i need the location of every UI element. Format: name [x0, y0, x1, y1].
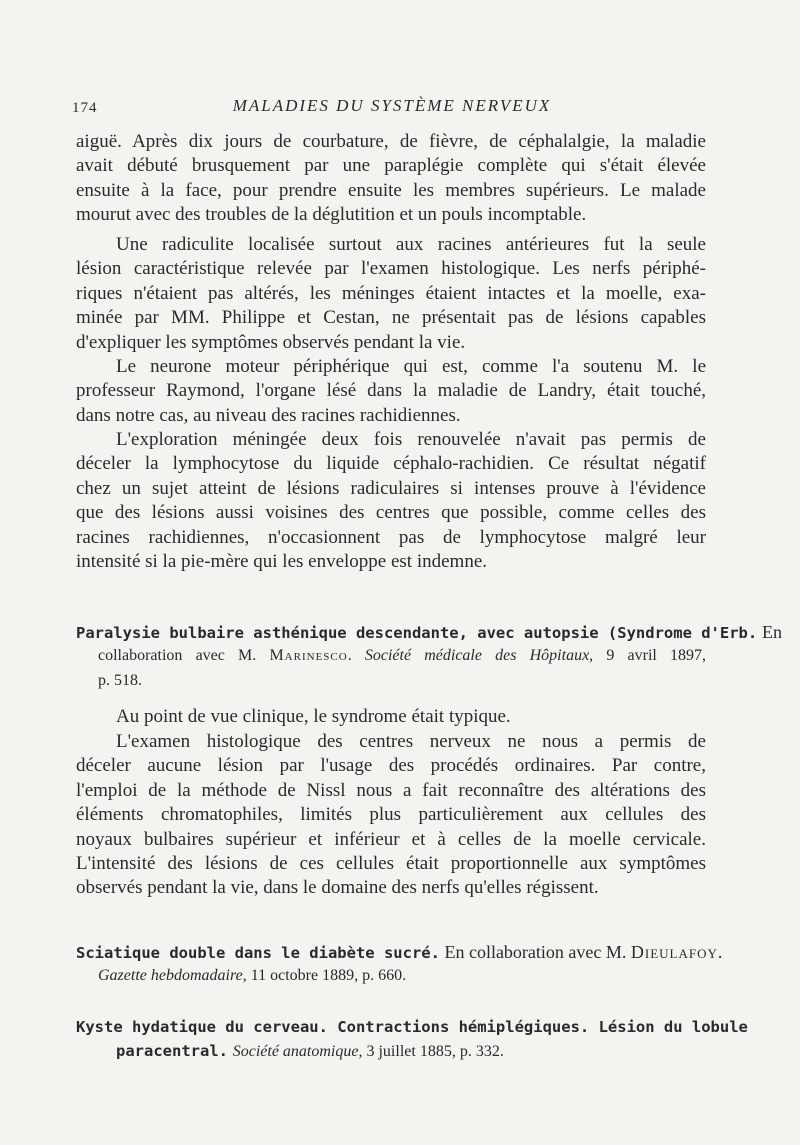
entry-title-continued: paracentral. — [116, 1042, 228, 1061]
text-line: chez un sujet atteint de lésions radiculaires si intenses prouve à l'évidence — [76, 477, 706, 499]
page-header — [72, 96, 712, 124]
paragraph-neurone — [76, 355, 706, 428]
running-title: MALADIES DU SYSTÈME NERVEUX — [232, 96, 552, 115]
reference-text: collaboration avec M. — [98, 647, 270, 665]
reference-journal: Gazette hebdomadaire, — [98, 967, 247, 985]
text-line: intensité si la pie-mère qui les enveloppe est indemne. — [76, 550, 488, 572]
text-line: l'emploi de la méthode de Nissl nous a fait reconnaître des altérations des — [76, 779, 706, 801]
entry-rest: . — [717, 942, 723, 962]
text-line: avait débuté brusquement par une paraplégie complète qui s'était élevée — [76, 155, 706, 177]
bibliography-entry-sciatique — [76, 940, 723, 989]
text-line: L'examen histologique des centres nerveux ne nous a permis de — [116, 731, 706, 752]
text-line: lésion caractéristique relevée par l'examen histologique. Les nerfs périphé- — [76, 258, 706, 280]
entry-title: Sciatique double dans le diabète sucré. — [76, 944, 440, 962]
text-line: noyaux bulbaires supérieur et inférieur et à celles de la moelle cervicale. — [76, 828, 706, 850]
reference-date: 9 avril 1897, — [593, 647, 707, 665]
entry-author: Dieulafoy — [630, 942, 718, 962]
text-line: aiguë. Après dix jours de courbature, de fièvre, de céphalalgie, la maladie — [76, 131, 706, 152]
text-line: d'expliquer les symptômes observés pendant la vie. — [76, 331, 466, 353]
reference-journal: Société médicale des Hôpitaux, — [364, 647, 594, 665]
paragraph-radiculite — [76, 233, 706, 355]
reference-author: Marinesco — [269, 647, 348, 665]
paragraph-continued — [76, 130, 706, 228]
paragraph-exploration — [76, 428, 706, 574]
entry-reference-page: p. 518. — [98, 671, 142, 689]
entry-title: Paralysie bulbaire asthénique descendante, avec autopsie (Syndrome d'Erb. — [76, 624, 758, 642]
text-line: Le neurone moteur périphérique qui est, comme l'a soutenu M. le — [116, 356, 706, 377]
text-line: dans notre cas, au niveau des racines rachidiennes. — [76, 404, 461, 426]
entry-title-line — [76, 940, 723, 964]
reference-text: . — [347, 647, 365, 665]
entry-title: Kyste hydatique du cerveau. Contractions hémiplégiques. Lésion du lobule — [76, 1018, 748, 1036]
page-number: 174 — [72, 100, 98, 116]
text-line: déceler aucune lésion par l'usage des procédés ordinaires. Par contre, — [76, 755, 706, 777]
entry-rest: En collaboration avec M. — [439, 942, 631, 962]
entry-title-tail: En — [761, 622, 782, 642]
entry-title-line — [76, 620, 782, 644]
reference-journal: Société anatomique, — [232, 1043, 363, 1061]
text-line: ensuite à la face, pour prendre ensuite les membres supérieurs. Le malade — [76, 179, 706, 201]
text-line: que des lésions aussi voisines des centres que possible, comme celles des — [76, 502, 706, 524]
text-line: racines rachidiennes, n'occasionnent pas de lymphocytose malgré leur — [76, 526, 706, 548]
reference-date: 11 octobre 1889, p. 660. — [246, 967, 407, 985]
entry-title-line — [76, 1015, 748, 1039]
bibliography-entry-paralysie — [76, 620, 782, 693]
text-line: Au point de vue clinique, le syndrome était typique. — [116, 706, 511, 727]
entry-reference-line — [76, 1039, 706, 1063]
reference-date: 3 juillet 1885, p. 332. — [362, 1043, 504, 1061]
text-line: riques n'étaient pas altérés, les méninges étaient intactes et la moelle, exa- — [76, 282, 706, 304]
text-line: L'intensité des lésions de ces cellules était proportionnelle aux symptômes — [76, 852, 706, 874]
entry-reference-line — [76, 964, 706, 988]
text-line: déceler la lymphocytose du liquide céphalo-rachidien. Ce résultat négatif — [76, 453, 706, 475]
paragraph-examen — [76, 730, 706, 901]
paragraph-clinique — [76, 705, 706, 729]
text-line: minée par MM. Philippe et Cestan, ne présentait pas de lésions capables — [76, 307, 706, 329]
entry-reference-line — [76, 644, 706, 668]
text-line: observés pendant la vie, dans le domaine des nerfs qu'elles régissent. — [76, 877, 599, 899]
text-line: professeur Raymond, l'organe lésé dans la maladie de Landry, était touché, — [76, 380, 706, 402]
text-line: éléments chromatophiles, limités plus particulièrement aux cellules des — [76, 804, 706, 826]
bibliography-entry-kyste — [76, 1015, 748, 1064]
text-line: Une radiculite localisée surtout aux racines antérieures fut la seule — [116, 234, 706, 255]
text-line: L'exploration méningée deux fois renouvelée n'avait pas permis de — [116, 429, 706, 450]
text-line: mourut avec des troubles de la déglutition et un pouls incomptable. — [76, 204, 587, 226]
